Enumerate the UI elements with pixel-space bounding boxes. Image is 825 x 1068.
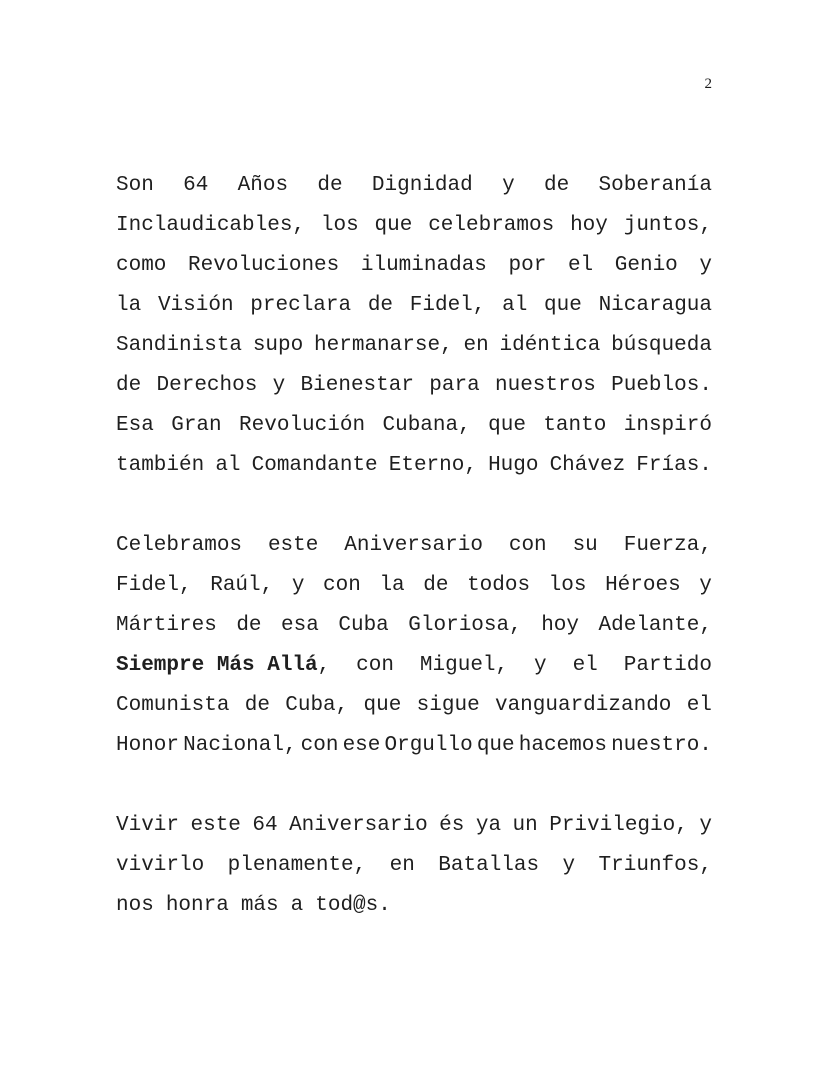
word: Dignidad bbox=[371, 174, 473, 197]
word: Comunista bbox=[116, 694, 230, 717]
word: a bbox=[290, 894, 304, 917]
word: Adelante, bbox=[598, 614, 712, 637]
paragraph-3 bbox=[116, 806, 712, 926]
word: su bbox=[572, 534, 598, 557]
word: Chávez bbox=[549, 454, 626, 477]
text-line bbox=[116, 806, 712, 846]
word: en bbox=[463, 334, 489, 357]
word: de bbox=[543, 174, 570, 197]
text-line bbox=[116, 166, 712, 206]
word: plenamente, bbox=[227, 854, 367, 877]
word: ya bbox=[475, 814, 502, 837]
word: esa bbox=[281, 614, 319, 637]
word: Eterno, bbox=[388, 454, 477, 477]
text-line bbox=[116, 686, 712, 726]
word: Fuerza, bbox=[623, 534, 712, 557]
word: Gloriosa, bbox=[408, 614, 522, 637]
word: Gran bbox=[171, 414, 222, 437]
word: tod@s. bbox=[315, 894, 391, 917]
text-line bbox=[116, 406, 712, 446]
word: Partido bbox=[623, 654, 712, 677]
word: todos bbox=[467, 574, 531, 597]
word: Frías. bbox=[636, 454, 712, 477]
word: Fidel, bbox=[116, 574, 192, 597]
word: la bbox=[379, 574, 405, 597]
word: Triunfos, bbox=[598, 854, 712, 877]
word: al bbox=[215, 454, 241, 477]
text-line bbox=[116, 726, 712, 766]
word: un bbox=[512, 814, 538, 837]
word: este bbox=[267, 534, 319, 557]
word: de bbox=[367, 294, 394, 317]
word: como bbox=[116, 254, 167, 277]
text-line bbox=[116, 646, 712, 686]
word: Bienestar bbox=[300, 374, 414, 397]
text-line bbox=[116, 246, 712, 286]
word: Aniversario bbox=[344, 534, 483, 557]
word: Comandante bbox=[251, 454, 378, 477]
word: el bbox=[686, 694, 712, 717]
word: Hugo bbox=[488, 454, 539, 477]
word: preclara bbox=[250, 294, 352, 317]
word: Miguel, bbox=[419, 654, 509, 677]
word: al bbox=[502, 294, 528, 317]
word: Inclaudicables, bbox=[116, 214, 306, 237]
word: para bbox=[429, 374, 480, 397]
word: que bbox=[374, 214, 413, 237]
bold-phrase bbox=[116, 646, 330, 686]
word: hoy bbox=[570, 214, 608, 237]
word: Visión bbox=[157, 294, 234, 317]
word: nos bbox=[116, 894, 154, 917]
word: Héroes bbox=[605, 574, 681, 597]
word: los bbox=[320, 214, 359, 237]
word: Son bbox=[116, 174, 154, 197]
word: con bbox=[508, 534, 547, 557]
word: sigue bbox=[416, 694, 480, 717]
word: que bbox=[363, 694, 402, 717]
text-line bbox=[116, 606, 712, 646]
word: y bbox=[699, 254, 712, 277]
word: Celebramos bbox=[116, 534, 243, 557]
word: y bbox=[699, 574, 712, 597]
word: tanto bbox=[543, 414, 607, 437]
word: hacemos bbox=[518, 734, 607, 757]
word: y bbox=[534, 654, 547, 677]
word: Nicaragua bbox=[598, 294, 712, 317]
text-line bbox=[116, 206, 712, 246]
word: Cuba bbox=[338, 614, 389, 637]
word: Genio bbox=[614, 254, 678, 277]
word: con bbox=[356, 654, 394, 677]
word: de bbox=[423, 574, 449, 597]
word: juntos, bbox=[623, 214, 712, 237]
word: Nacional, bbox=[183, 734, 297, 757]
word: inspiró bbox=[623, 414, 712, 437]
word: también bbox=[116, 454, 205, 477]
word: con bbox=[323, 574, 361, 597]
word: Cuba, bbox=[285, 694, 349, 717]
word: búsqueda bbox=[611, 334, 712, 357]
word: de bbox=[236, 614, 262, 637]
word: Vivir bbox=[116, 814, 180, 837]
body-text bbox=[116, 166, 712, 966]
word: y bbox=[291, 574, 305, 597]
word: honra bbox=[165, 894, 229, 917]
word: Pueblos. bbox=[611, 374, 712, 397]
word: el bbox=[572, 654, 598, 677]
word: Derechos bbox=[156, 374, 258, 397]
punctuation: , bbox=[317, 654, 331, 677]
paragraph-2 bbox=[116, 526, 712, 766]
word: y bbox=[699, 814, 712, 837]
word: Soberanía bbox=[598, 174, 712, 197]
word: Revoluciones bbox=[188, 254, 340, 277]
word: Revolución bbox=[239, 414, 366, 437]
word: idéntica bbox=[499, 334, 601, 357]
word: Esa bbox=[116, 414, 154, 437]
word: iluminadas bbox=[360, 254, 487, 277]
word: celebramos bbox=[428, 214, 555, 237]
word: és bbox=[439, 814, 465, 837]
text-line bbox=[116, 286, 712, 326]
emphasized-text: Siempre Más Allá bbox=[116, 654, 318, 677]
word: y bbox=[562, 854, 576, 877]
word: supo bbox=[252, 334, 304, 357]
word: por bbox=[508, 254, 547, 277]
paragraph-1 bbox=[116, 166, 712, 486]
word: 64 bbox=[183, 174, 209, 197]
word: este bbox=[190, 814, 241, 837]
word: en bbox=[389, 854, 415, 877]
word: hermanarse, bbox=[314, 334, 453, 357]
word: los bbox=[548, 574, 587, 597]
word: Honor bbox=[116, 734, 180, 757]
word: que bbox=[544, 294, 582, 317]
word: la bbox=[116, 294, 142, 317]
word: y bbox=[502, 174, 515, 197]
word: de bbox=[116, 374, 142, 397]
word: el bbox=[567, 254, 594, 277]
word: de bbox=[244, 694, 270, 717]
word: Raúl, bbox=[210, 574, 274, 597]
word: y bbox=[272, 374, 286, 397]
word: Mártires bbox=[116, 614, 217, 637]
word: Sandinista bbox=[116, 334, 243, 357]
text-line bbox=[116, 366, 712, 406]
word: que bbox=[476, 734, 515, 757]
text-line bbox=[116, 526, 712, 566]
page-number: 2 bbox=[704, 76, 712, 92]
word: Orgullo bbox=[384, 734, 473, 757]
text-line bbox=[116, 566, 712, 606]
word: Cubana, bbox=[382, 414, 471, 437]
word: nuestro. bbox=[611, 734, 712, 757]
word: más bbox=[240, 894, 279, 917]
word: con bbox=[300, 734, 339, 757]
word: Batallas bbox=[438, 854, 540, 877]
word: Fidel, bbox=[409, 294, 486, 317]
text-line bbox=[116, 886, 712, 926]
word: Años bbox=[237, 174, 289, 197]
word: de bbox=[317, 174, 343, 197]
word: Aniversario bbox=[289, 814, 428, 837]
word: ese bbox=[342, 734, 381, 757]
text-line bbox=[116, 846, 712, 886]
word: nuestros bbox=[494, 374, 596, 397]
word: Privilegio, bbox=[549, 814, 688, 837]
text-line bbox=[116, 326, 712, 366]
word: 64 bbox=[252, 814, 278, 837]
word: vanguardizando bbox=[494, 694, 672, 717]
word: hoy bbox=[541, 614, 580, 637]
word: que bbox=[488, 414, 526, 437]
text-line bbox=[116, 446, 712, 486]
word: vivirlo bbox=[116, 854, 205, 877]
